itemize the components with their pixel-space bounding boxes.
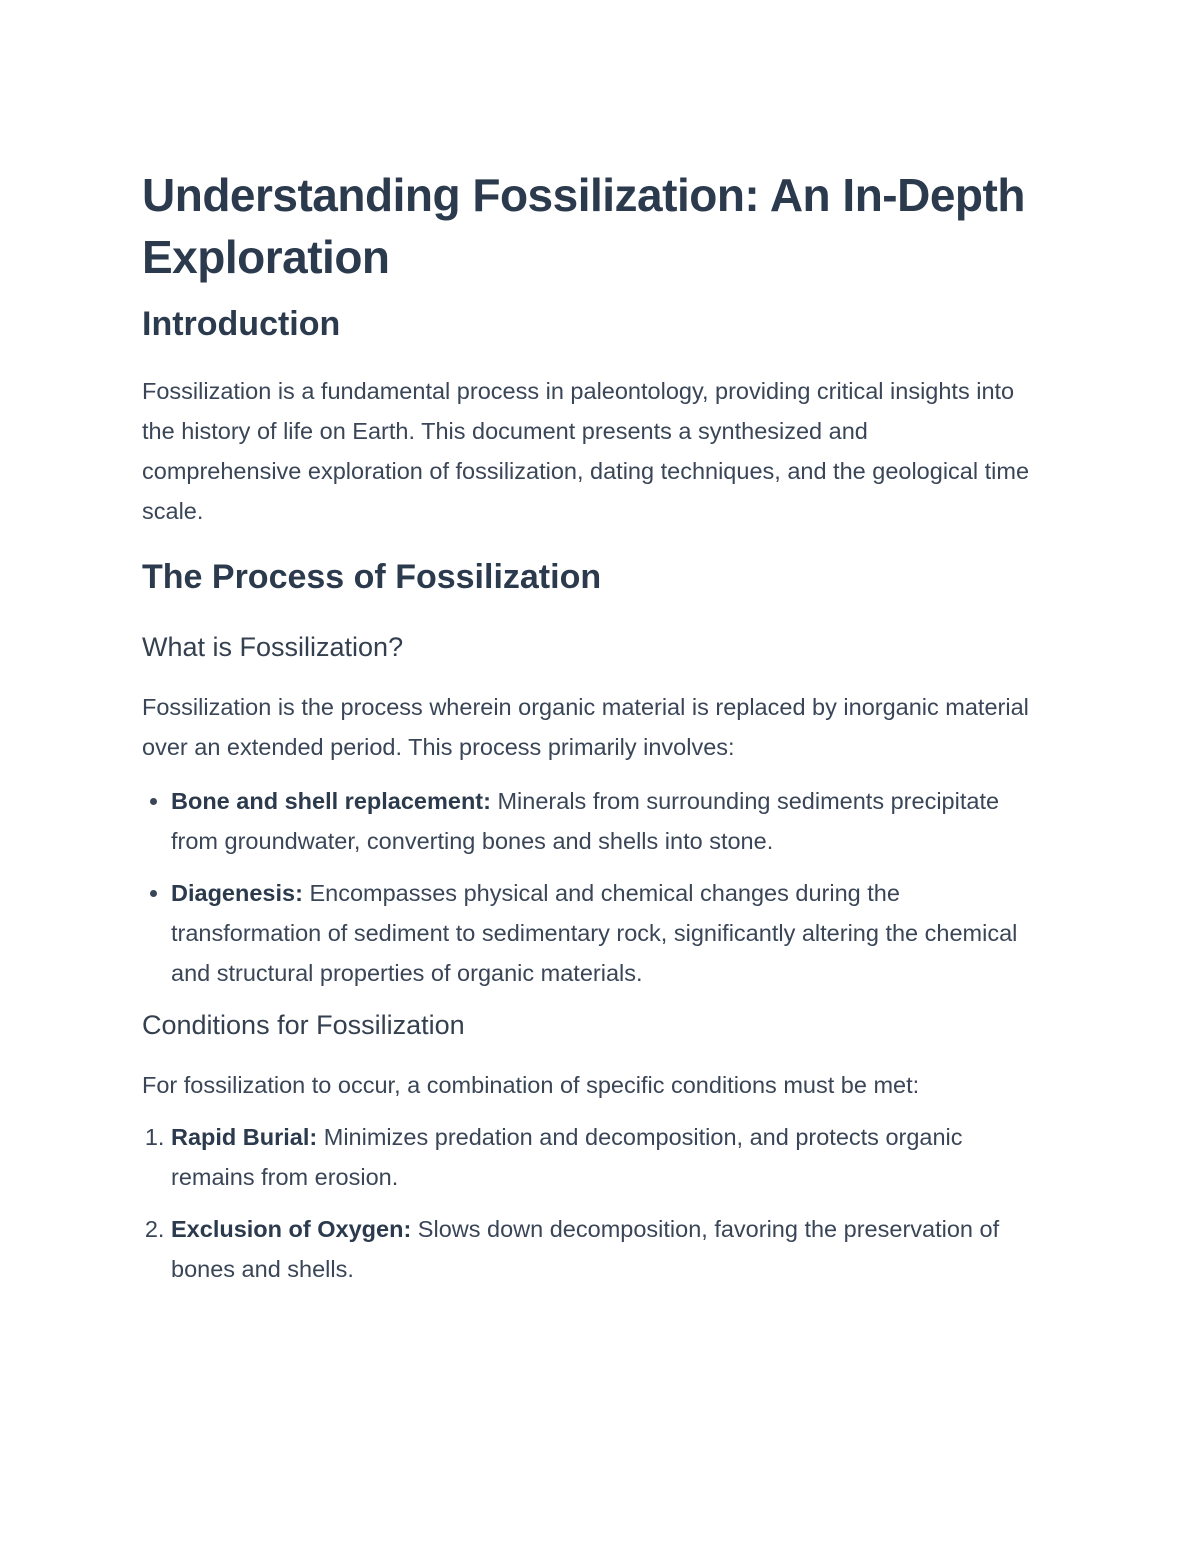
subheading-conditions: Conditions for Fossilization (142, 1010, 465, 1040)
process-list (142, 781, 1032, 993)
list-item-text: Slows down decomposition, favoring the preservation of bones and shells. (171, 1216, 1000, 1282)
list-item-term: Exclusion of Oxygen: (171, 1216, 412, 1242)
list-item (171, 1117, 1032, 1197)
intro-paragraph: Fossilization is a fundamental process in paleontology, providing critical insights into the history of life on Earth. This document presents a synthesized and comprehensive exploration of fossilization, dating techniques, and the geological time scale. (142, 378, 1030, 524)
conditions-paragraph: For fossilization to occur, a combination of specific conditions must be met: (142, 1072, 920, 1098)
list-item-text: Minerals from surrounding sediments precipitate from groundwater, converting bones and shells into stone. (171, 788, 1000, 854)
document-title: Understanding Fossilization: An In-Depth Exploration (142, 169, 1025, 283)
conditions-list (142, 1117, 1032, 1289)
list-item-text: Encompasses physical and chemical changes during the transformation of sediment to sedimentary rock, significantly altering the chemical and structural properties of organic materials. (171, 880, 1018, 986)
list-item (171, 781, 1032, 861)
list-item (171, 1209, 1032, 1289)
list-item-text: Minimizes predation and decomposition, and protects organic remains from erosion. (171, 1124, 963, 1190)
list-item-term: Rapid Burial: (171, 1124, 318, 1150)
list-item-term: Bone and shell replacement: (171, 788, 491, 814)
section-heading-process: The Process of Fossilization (142, 558, 602, 596)
section-heading-introduction: Introduction (142, 305, 341, 343)
list-item-term: Diagenesis: (171, 880, 303, 906)
what-paragraph: Fossilization is the process wherein organic material is replaced by inorganic material over an extended period. This process primarily involves: (142, 694, 1029, 760)
document (142, 164, 1032, 1301)
subheading-what-is: What is Fossilization? (142, 632, 404, 662)
list-item (171, 873, 1032, 993)
